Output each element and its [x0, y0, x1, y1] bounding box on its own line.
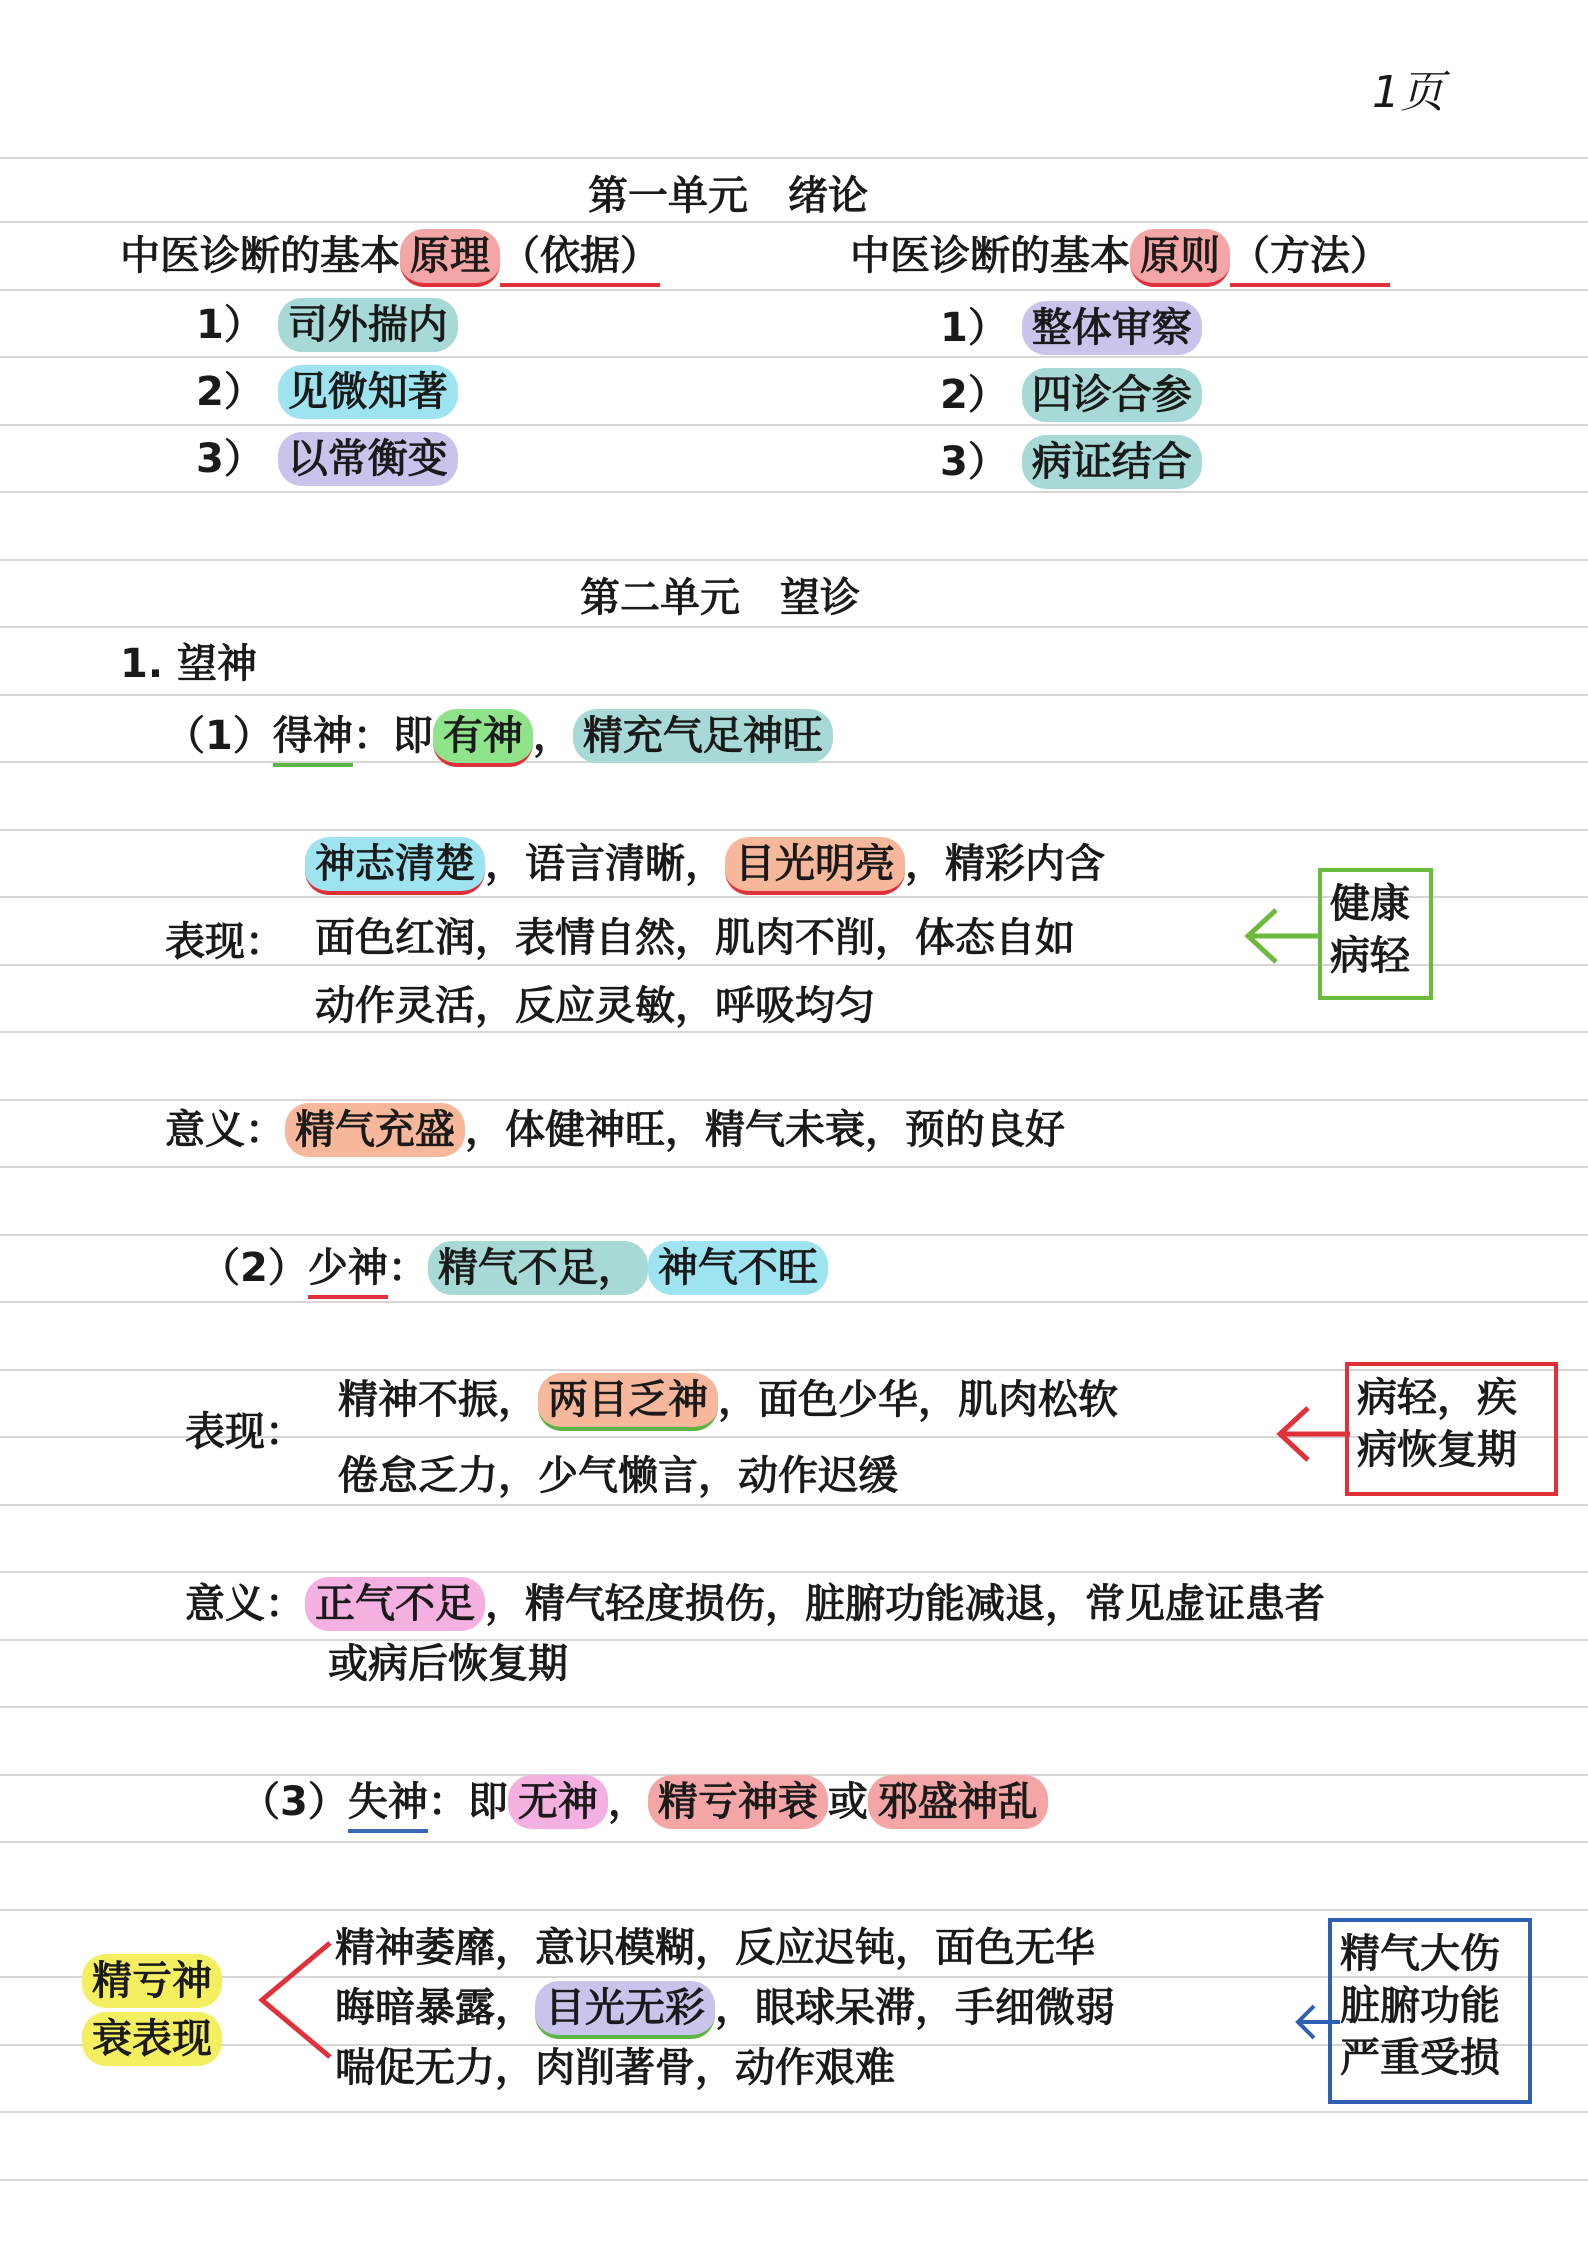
shaoshen-note-line: 病恢复期: [1357, 1427, 1517, 1473]
shaoshen-yiyi-line2: 或病后恢复期: [328, 1641, 568, 1687]
principle-heading-key: 原理: [400, 229, 500, 287]
deshen-term: 得神: [273, 713, 353, 767]
principle-item-text: 以常衡变: [278, 432, 458, 486]
deshen-line1-b: ，语言清晰，: [485, 841, 725, 887]
method-item-num: 1）: [940, 305, 1008, 351]
shishen-num: （3）: [240, 1779, 348, 1825]
shaoshen-line2: 倦怠乏力，少气懒言，动作迟缓: [338, 1453, 898, 1499]
deshen-key: 有神: [433, 709, 533, 767]
deshen-note-line: 病轻: [1330, 933, 1410, 979]
method-item-text: 四诊合参: [1022, 368, 1202, 422]
deshen-note-box: [1318, 868, 1433, 1000]
shishen-line2-b: 目光无彩: [535, 1981, 715, 2039]
shaoshen-colon: ：: [387, 1245, 428, 1291]
deshen-line3: 动作灵活，反应灵敏，呼吸均匀: [315, 983, 875, 1029]
shishen-key2: 精亏神衰: [648, 1775, 828, 1829]
unit1-title: 第一单元 绪论: [588, 173, 868, 219]
shishen-key3: 邪盛神乱: [868, 1775, 1048, 1829]
shishen-line3: 喘促无力，肉削著骨，动作艰难: [335, 2045, 895, 2091]
section-heading: 1. 望神: [120, 641, 257, 687]
deshen-line1-c: 目光明亮: [725, 837, 905, 895]
deshen-line1-a: 神志清楚: [305, 837, 485, 895]
deshen-line: [165, 713, 833, 759]
principle-item-text: 见微知著: [278, 365, 458, 419]
shishen-line2-a: 晦暗暴露，: [335, 1985, 535, 2031]
deshen-line1-d: ，精彩内含: [905, 841, 1105, 887]
shaoshen-key2: 神气不旺: [648, 1241, 828, 1295]
principle-item-2: [196, 369, 458, 415]
deshen-line2: 面色红润，表情自然，肌肉不削，体态自如: [315, 915, 1075, 961]
method-item-1: [940, 305, 1202, 351]
method-item-num: 2）: [940, 372, 1008, 418]
deshen-yiyi: [165, 1107, 1065, 1153]
shaoshen-line1-a: 精神不振，: [338, 1377, 538, 1423]
shaoshen-biaoxian-label: 表现：: [185, 1409, 305, 1455]
shishen-key1: 无神: [508, 1775, 608, 1829]
shaoshen-line1-c: ，面色少华，肌肉松软: [718, 1377, 1118, 1423]
deshen-note-line: 健康: [1330, 881, 1410, 927]
shishen-note-box: [1328, 1918, 1532, 2104]
method-heading-suffix: （方法）: [1230, 233, 1390, 287]
page-number: 1页: [1372, 67, 1444, 118]
deshen-colon: ：即: [352, 713, 433, 759]
principle-item-num: 3）: [196, 436, 264, 482]
principle-item-1: [196, 302, 458, 348]
shaoshen-line: [200, 1245, 828, 1291]
shishen-line2-c: ，眼球呆滞，手细微弱: [715, 1985, 1115, 2031]
deshen-num: （1）: [165, 713, 273, 759]
principle-item-num: 2）: [196, 369, 264, 415]
principle-heading-prefix: 中医诊断的基本: [120, 233, 400, 279]
shishen-note-line: 脏腑功能: [1340, 1983, 1500, 2029]
shishen-side-label-line: 衰表现: [82, 2012, 222, 2066]
method-heading-key: 原则: [1130, 229, 1230, 287]
principle-item-3: [196, 436, 458, 482]
shaoshen-note-box: [1345, 1362, 1558, 1496]
principle-heading-suffix: （依据）: [500, 233, 660, 287]
shaoshen-yiyi-label: 意义：: [185, 1581, 305, 1627]
shaoshen-term: 少神: [308, 1245, 388, 1299]
shishen-line1: 精神萎靡，意识模糊，反应迟钝，面色无华: [335, 1925, 1095, 1971]
deshen-summary: 精充气足神旺: [573, 709, 833, 763]
principle-item-num: 1）: [196, 302, 264, 348]
unit2-title: 第二单元 望诊: [580, 575, 860, 621]
deshen-yiyi-rest: ，体健神旺，精气未衰，预的良好: [465, 1107, 1065, 1153]
deshen-yiyi-key: 精气充盛: [285, 1103, 465, 1157]
shaoshen-key1: 精气不足，: [428, 1241, 648, 1295]
arrow-left-icon: [1272, 1404, 1352, 1464]
shaoshen-line1-b: 两目乏神: [538, 1373, 718, 1431]
deshen-yiyi-label: 意义：: [165, 1107, 285, 1153]
method-item-text: 病证结合: [1022, 435, 1202, 489]
shaoshen-yiyi: [185, 1581, 1325, 1627]
shaoshen-num: （2）: [200, 1245, 308, 1291]
shaoshen-yiyi-key: 正气不足: [305, 1577, 485, 1631]
method-item-num: 3）: [940, 439, 1008, 485]
shaoshen-yiyi-rest: ，精气轻度损伤，脏腑功能减退，常见虚证患者: [485, 1581, 1325, 1627]
shishen-side-label-line: 精亏神: [82, 1954, 222, 2008]
shaoshen-note-line: 病轻，疾: [1357, 1375, 1517, 1421]
method-item-2: [940, 372, 1202, 418]
shishen-line: [240, 1779, 1048, 1825]
arrow-left-icon: [1240, 906, 1320, 966]
deshen-line1: [305, 841, 1105, 887]
principle-heading: [120, 233, 660, 279]
shishen-sep: ，: [607, 1779, 648, 1825]
shishen-note-line: 精气大伤: [1340, 1931, 1500, 1977]
method-item-3: [940, 439, 1202, 485]
method-heading: [850, 233, 1390, 279]
method-item-text: 整体审察: [1022, 301, 1202, 355]
shishen-colon: ：即: [427, 1779, 508, 1825]
shishen-or: 或: [827, 1779, 868, 1825]
deshen-sep: ，: [532, 713, 573, 759]
shaoshen-line1: [338, 1377, 1118, 1423]
method-heading-prefix: 中医诊断的基本: [850, 233, 1130, 279]
shishen-side-label: [82, 1952, 222, 2068]
shishen-term: 失神: [348, 1779, 428, 1833]
shishen-line2: [335, 1985, 1115, 2031]
deshen-biaoxian-label: 表现：: [165, 919, 285, 965]
principle-item-text: 司外揣内: [278, 298, 458, 352]
bracket-icon: [250, 1935, 340, 2065]
shishen-note-line: 严重受损: [1340, 2035, 1500, 2081]
